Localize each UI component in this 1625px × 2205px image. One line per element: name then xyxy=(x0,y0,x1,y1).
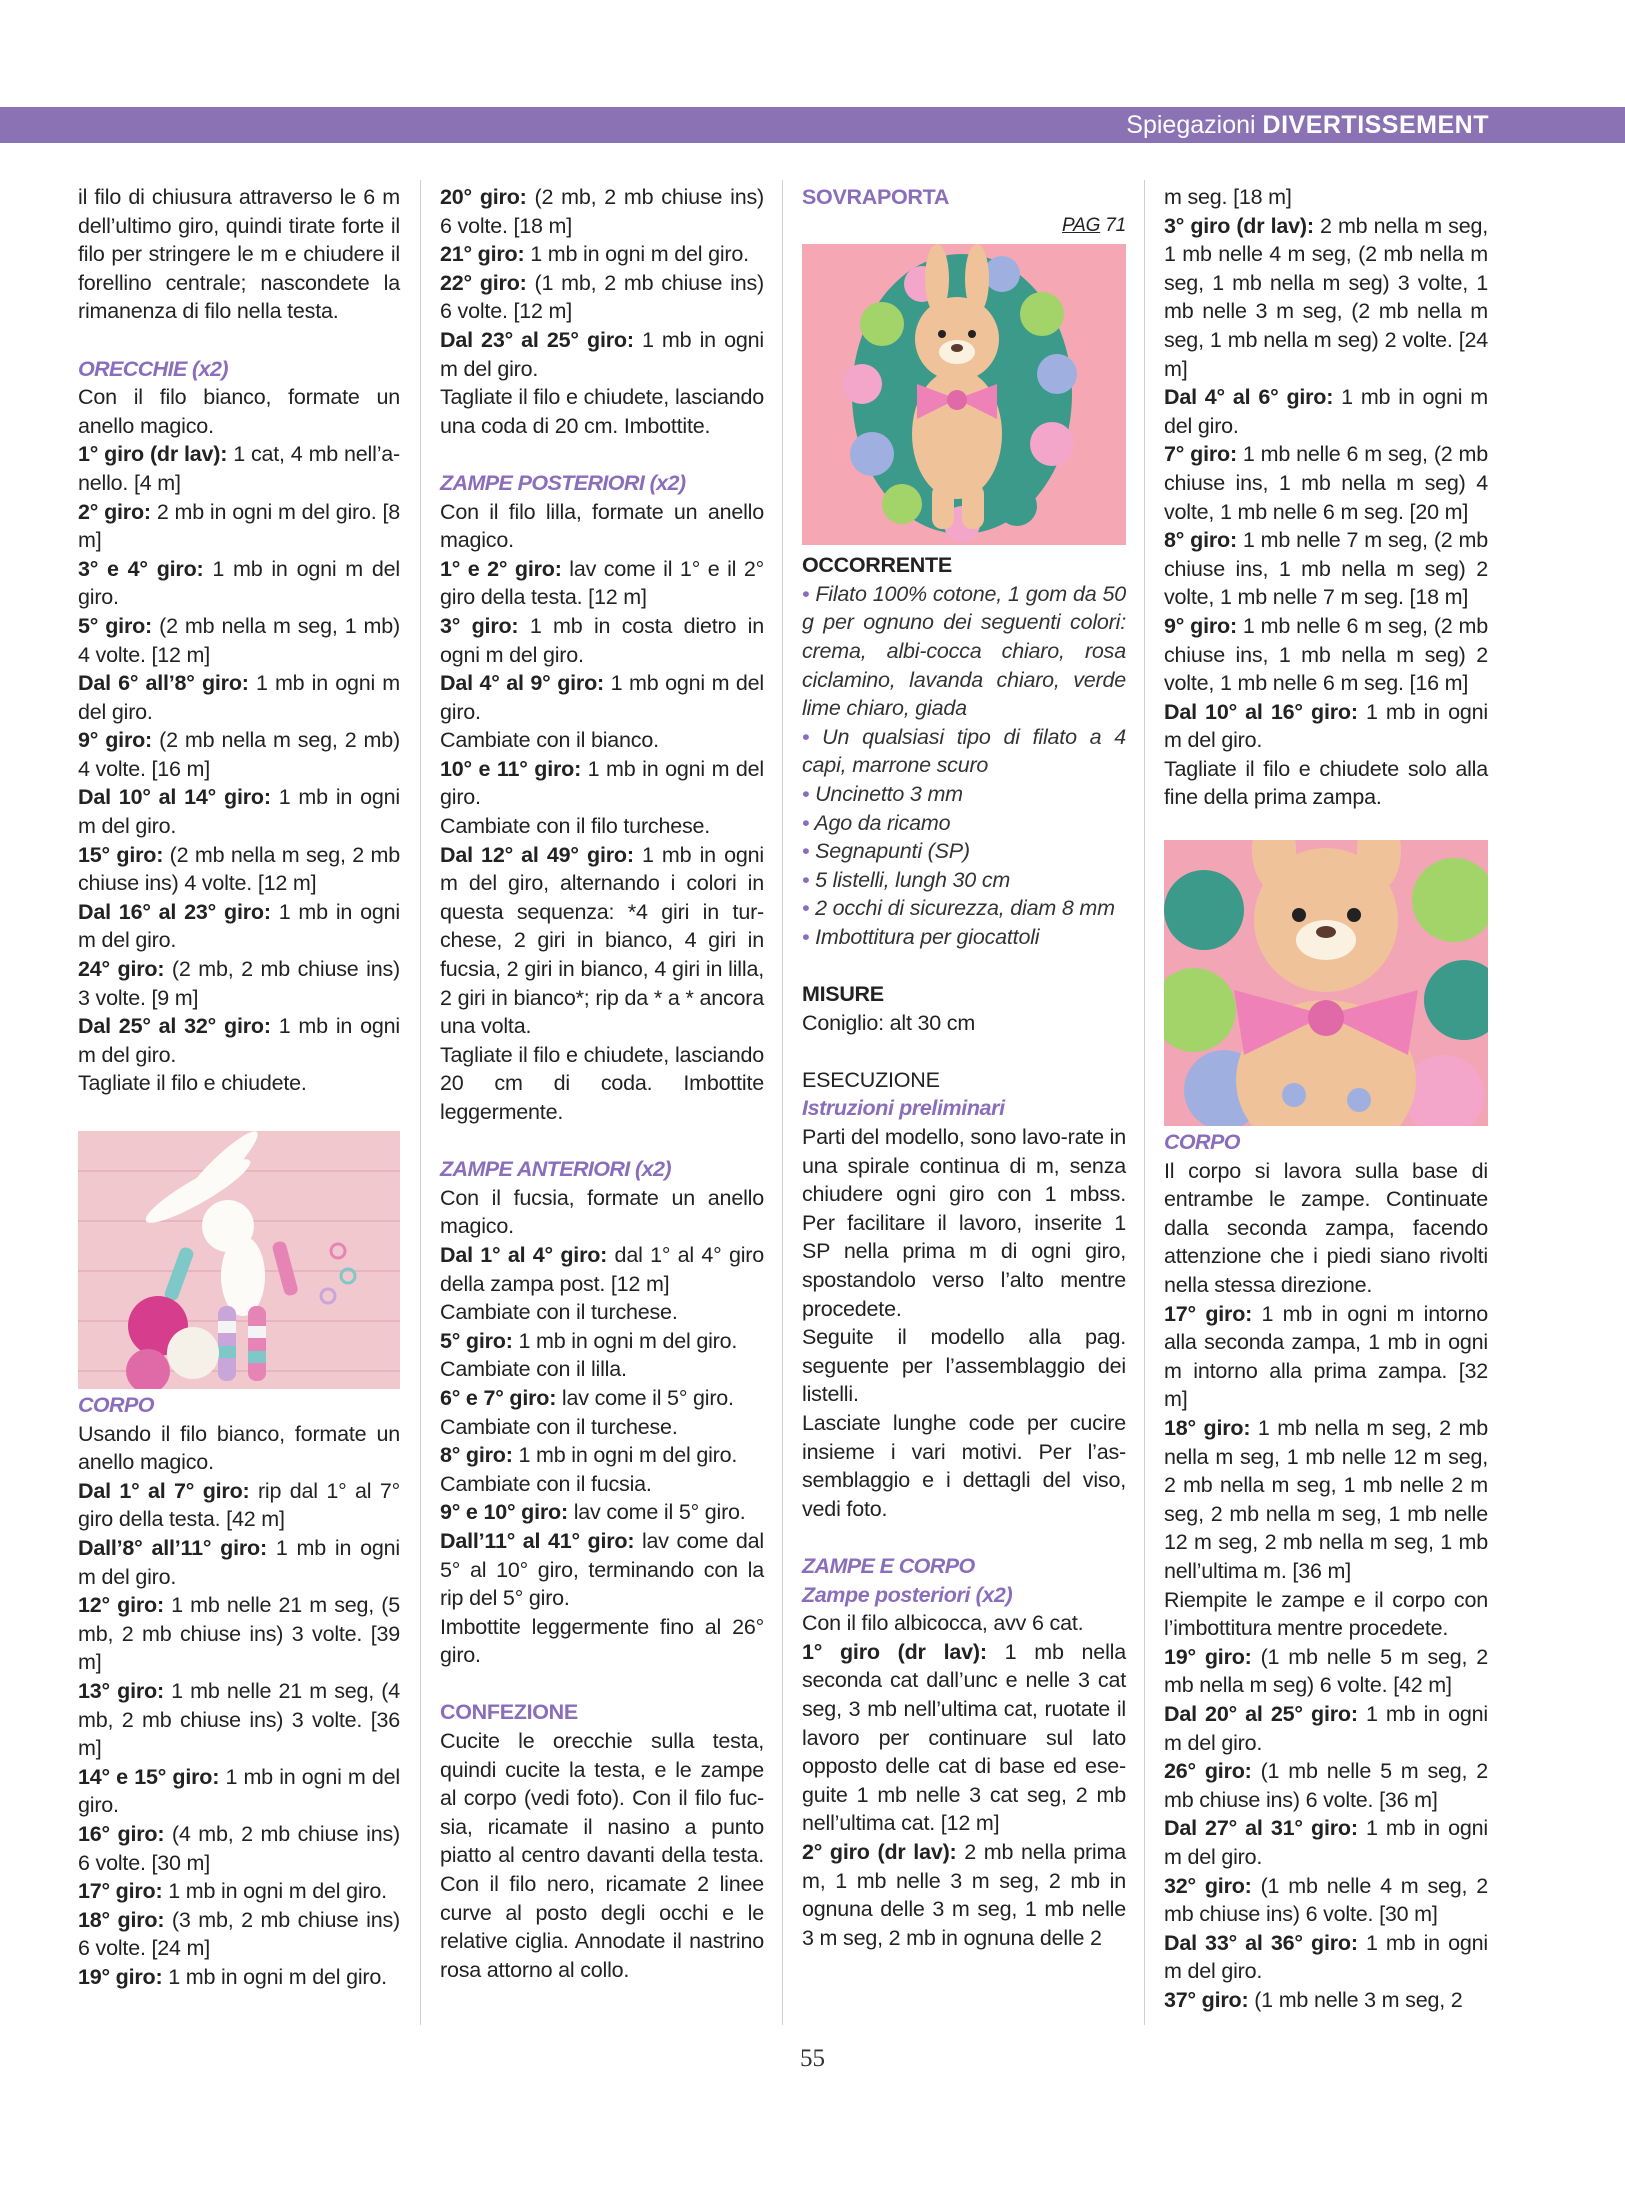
bunny-flat-illustration xyxy=(78,1131,400,1389)
column-4 xyxy=(1164,183,1488,2014)
section-heading: CORPO xyxy=(1164,1130,1240,1155)
header-prefix: Spiegazioni xyxy=(1126,111,1256,139)
instruction-row: 5° giro: 1 mb in ogni m del giro. xyxy=(440,1328,738,1353)
instruction-row: 15° giro: (2 mb nella m seg, 2 mb chiuse ins) 4 volte. [12 m] xyxy=(78,842,400,896)
paragraph: Seguite il modello alla pag. seguente per l’assemblaggio dei listelli. xyxy=(802,1325,1126,1407)
instruction-list xyxy=(1164,1643,1488,2015)
column-divider xyxy=(782,180,783,2025)
paragraph: Cucite le orecchie sulla testa, quindi cucite la testa, e le zampe al corpo (vedi foto). Con il filo fuc-sia, ricamate il nasino a punto piatto al centro davanti della testa. Con il filo nero, ricamate 2 linee curve al posto degli occhi e le relative ciglia. Annodate il nastrino rosa attorno al collo. xyxy=(440,1729,764,1982)
instruction-row: 37° giro: (1 mb nelle 3 m seg, 2 xyxy=(1164,1987,1463,2012)
instruction-row: 13° giro: 1 mb nelle 21 m seg, (4 mb, 2 mb chiuse ins) 3 volte. [36 m] xyxy=(78,1678,401,1761)
column-2 xyxy=(440,183,764,1984)
instruction-row: Dal 27° al 31° giro: 1 mb in ogni m del giro. xyxy=(1164,1816,1488,1869)
instruction-row: Dal 12° al 49° giro: 1 mb in ogni m del giro, alternando i colori in questa sequenza: *4 giri in tur-chese, 2 giri in bianco, 4 giri in fucsia, 2 giri in bianco, 4 giri in lilla, 2 giri in bianco*; rip da * a * ancora una volta. xyxy=(440,842,764,1039)
paragraph-list xyxy=(802,1123,1126,1523)
page-reference: PAG 71 xyxy=(1062,214,1126,236)
paragraph: Con il filo bianco, formate un anello magico. xyxy=(78,385,400,438)
paragraph: Cambiate con il bianco. xyxy=(440,728,659,753)
instruction-row: 16° giro: (4 mb, 2 mb chiuse ins) 6 volte. [30 m] xyxy=(78,1821,401,1875)
instruction-row: Dall’8° all’11° giro: 1 mb in ogni m del giro. xyxy=(78,1535,400,1589)
instruction-row: Cambiate con il lilla. xyxy=(440,1357,627,1382)
section-heading: ZAMPE E CORPO xyxy=(802,1553,975,1578)
instruction-list xyxy=(440,555,764,727)
instruction-row: 9° giro: 1 mb nelle 6 m seg, (2 mb chiuse ins, 1 mb nella m seg) 2 volte, 1 mb nelle 6 m seg. [16 m] xyxy=(1164,613,1488,696)
paragraph: Il corpo si lavora sulla base di entrambe le zampe. Continuate dalla seconda zampa, facendo attenzione che i piedi siano rivolti nella stessa direzione. xyxy=(1164,1158,1488,1298)
instruction-row: Dal 6° all’8° giro: 1 mb in ogni m del giro. xyxy=(78,671,400,724)
list-item: • Un qualsiasi tipo di filato a 4 capi, marrone scuro xyxy=(802,724,1126,778)
instruction-row: 3° e 4° giro: 1 mb in ogni m del giro. xyxy=(78,556,400,610)
instruction-row: 8° giro: 1 mb in ogni m del giro. xyxy=(440,1443,738,1468)
bullet-icon: • xyxy=(802,924,816,949)
instruction-list xyxy=(78,440,400,1069)
instruction-row: 18° giro: (3 mb, 2 mb chiuse ins) 6 volte. [24 m] xyxy=(78,1907,401,1961)
instruction-row: Dal 33° al 36° giro: 1 mb in ogni m del giro. xyxy=(1164,1930,1488,1984)
instruction-list xyxy=(802,1638,1126,1953)
instruction-row: 7° giro: 1 mb nelle 6 m seg, (2 mb chiuse ins, 1 mb nella m seg) 4 volte, 1 mb nelle 6 m seg. [20 m] xyxy=(1164,442,1488,524)
section-heading: MISURE xyxy=(802,982,884,1007)
instruction-row: 5° giro: (2 mb nella m seg, 1 mb) 4 volte. [12 m] xyxy=(78,613,400,667)
instruction-row: 20° giro: (2 mb, 2 mb chiuse ins) 6 volte. [18 m] xyxy=(440,185,764,238)
instruction-row: 26° giro: (1 mb nelle 5 m seg, 2 mb chiuse ins) 6 volte. [36 m] xyxy=(1164,1759,1488,1812)
instruction-row: 9° e 10° giro: lav come il 5° giro. xyxy=(440,1500,746,1525)
instruction-row: 19° giro: (1 mb nelle 5 m seg, 2 mb nella m seg) 6 volte. [42 m] xyxy=(1164,1644,1488,1698)
list-item: • Ago da ricamo xyxy=(802,810,951,835)
bunny-closeup-illustration xyxy=(1164,840,1488,1126)
photo-bunny-flat xyxy=(78,1131,400,1389)
instruction-row: Dal 20° al 25° giro: 1 mb in ogni m del giro. xyxy=(1164,1701,1488,1755)
instruction-row: 2° giro (dr lav): 2 mb nella prima m, 1 mb nelle 3 m seg, 2 mb in ognuna delle 3 m seg, 1 mb nelle 3 m seg, 2 mb in ognuna delle 2 xyxy=(802,1839,1126,1950)
section-heading: SOVRAPORTA xyxy=(802,185,950,209)
column-3 xyxy=(802,183,1126,1952)
instruction-row: 17° giro: 1 mb in ogni m del giro. xyxy=(78,1879,387,1904)
instruction-row: 8° giro: 1 mb nelle 7 m seg, (2 mb chiuse ins, 1 mb nella m seg) 2 volte, 1 mb nelle 7 m seg. [18 m] xyxy=(1164,528,1488,610)
instruction-row: 10° e 11° giro: 1 mb in ogni m del giro. xyxy=(440,756,764,810)
photo-bunny-wreath xyxy=(802,244,1126,545)
instruction-row: 14° e 15° giro: 1 mb in ogni m del giro. xyxy=(78,1764,400,1818)
instruction-row: 21° giro: 1 mb in ogni m del giro. xyxy=(440,242,749,267)
bunny-wreath-illustration xyxy=(802,244,1126,545)
paragraph: Riempite le zampe e il corpo con l’imbottitura mentre procedete. xyxy=(1164,1587,1488,1641)
instruction-row: Dall’11° al 41° giro: lav come dal 5° al 10° giro, terminando con la rip del 5° giro. xyxy=(440,1528,764,1611)
instruction-row: 3° giro (dr lav): 2 mb nella m seg, 1 mb nelle 4 m seg, (2 mb nella m seg, 1 mb nella m seg) 3 volte, 1 mb nelle 3 m seg, (2 mb nella m seg, 1 mb nella m seg) 2 volte. [24 m] xyxy=(1164,213,1488,381)
instruction-row: Dal 4° al 9° giro: 1 mb ogni m del giro. xyxy=(440,671,764,724)
paragraph: m seg. [18 m] xyxy=(1164,185,1292,209)
sub-heading: Zampe posteriori (x2) xyxy=(802,1582,1013,1607)
instruction-row: Dal 10° al 14° giro: 1 mb in ogni m del giro. xyxy=(78,785,400,839)
list-item: • Filato 100% cotone, 1 gom da 50 g per ognuno dei seguenti colori: crema, albi-cocca chiaro, rosa ciclamino, lavanda chiaro, verde lime chiaro, giada xyxy=(802,581,1126,721)
list-item: • Segnapunti (SP) xyxy=(802,839,970,864)
paragraph: Imbottite leggermente fino al 26° giro. xyxy=(440,1614,764,1668)
section-heading: ZAMPE POSTERIORI (x2) xyxy=(440,470,686,495)
paragraph: Cambiate con il filo turchese. xyxy=(440,814,711,839)
instruction-row: 2° giro: 2 mb in ogni m del giro. [8 m] xyxy=(78,499,400,553)
instruction-row: Dal 1° al 7° giro: rip dal 1° al 7° giro della testa. [42 m] xyxy=(78,1478,400,1532)
section-heading: ORECCHIE (x2) xyxy=(78,356,228,381)
paragraph: Tagliate il filo e chiudete, lasciando 20 cm di coda. Imbottite leggermente. xyxy=(440,1042,764,1124)
bullet-icon: • xyxy=(802,810,815,835)
bullet-icon: • xyxy=(802,724,823,749)
instruction-row: 17° giro: 1 mb in ogni m intorno alla seconda zampa, 1 mb in ogni m intorno alla prima zampa. [32 m] xyxy=(1164,1301,1488,1412)
paragraph: Tagliate il filo e chiudete solo alla fine della prima zampa. xyxy=(1164,756,1488,810)
paragraph: Lasciate lunghe code per cucire insieme i vari motivi. Per l’as-semblaggio e i dettagli del viso, vedi foto. xyxy=(802,1411,1126,1521)
bullet-icon: • xyxy=(802,581,816,606)
list-item: • Imbottitura per giocattoli xyxy=(802,924,1040,949)
header-title: DIVERTISSEMENT xyxy=(1262,111,1489,139)
instruction-row: 22° giro: (1 mb, 2 mb chiuse ins) 6 volte. [12 m] xyxy=(440,270,764,324)
instruction-row: Dal 10° al 16° giro: 1 mb in ogni m del giro. xyxy=(1164,699,1488,753)
section-heading: CONFEZIONE xyxy=(440,1700,578,1725)
section-heading: ESECUZIONE xyxy=(802,1067,940,1092)
paragraph: Con il filo lilla, formate un anello magico. xyxy=(440,499,764,553)
instruction-row: Dal 23° al 25° giro: 1 mb in ogni m del giro. xyxy=(440,327,764,381)
instruction-row: 1° giro (dr lav): 1 mb nella seconda cat dall’unc e nelle 3 cat seg, 3 mb nell’ultima cat, ruotate il lavoro per continuare sul lato opposto delle cat di base ed ese-guite 1 mb nelle 3 cat seg, 2 mb nell’ultima cat. [12 m] xyxy=(802,1639,1126,1836)
instruction-list xyxy=(1164,212,1488,755)
instruction-row: 3° giro: 1 mb in costa dietro in ogni m del giro. xyxy=(440,613,764,667)
instruction-list xyxy=(78,1477,400,1992)
section-heading: OCCORRENTE xyxy=(802,553,952,578)
instruction-list xyxy=(440,1241,764,1613)
instruction-row: 1° e 2° giro: lav come il 1° e il 2° giro della testa. [12 m] xyxy=(440,556,764,610)
list-item: • 2 occhi di sicurezza, diam 8 mm xyxy=(802,896,1115,921)
instruction-row: Cambiate con il turchese. xyxy=(440,1300,678,1325)
instruction-list xyxy=(1164,1300,1488,1586)
paragraph: Tagliate il filo e chiudete. xyxy=(78,1071,307,1096)
bullet-icon: • xyxy=(802,896,816,921)
instruction-row: 6° e 7° giro: lav come il 5° giro. xyxy=(440,1385,734,1410)
instruction-row: Dal 16° al 23° giro: 1 mb in ogni m del giro. xyxy=(78,899,400,953)
paragraph: Con il filo albicocca, avv 6 cat. xyxy=(802,1611,1084,1636)
instruction-row: 32° giro: (1 mb nelle 4 m seg, 2 mb chiuse ins) 6 volte. [30 m] xyxy=(1164,1873,1488,1927)
instruction-list xyxy=(440,183,764,383)
instruction-row: Dal 4° al 6° giro: 1 mb in ogni m del giro. xyxy=(1164,385,1489,438)
paragraph: Usando il filo bianco, formate un anello magico. xyxy=(78,1421,400,1475)
paragraph: Con il fucsia, formate un anello magico. xyxy=(440,1185,764,1239)
instruction-row: 19° giro: 1 mb in ogni m del giro. xyxy=(78,1964,387,1989)
column-divider xyxy=(1144,180,1145,2025)
list-item: • 5 listelli, lungh 30 cm xyxy=(802,867,1011,892)
running-header xyxy=(1126,111,1489,139)
bullet-icon: • xyxy=(802,781,816,806)
instruction-row: 9° giro: (2 mb nella m seg, 2 mb) 4 volte. [16 m] xyxy=(78,728,400,781)
instruction-row: Dal 1° al 4° giro: dal 1° al 4° giro della zampa post. [12 m] xyxy=(440,1242,765,1296)
section-heading: CORPO xyxy=(78,1393,154,1417)
materials-list xyxy=(802,580,1126,952)
bullet-icon: • xyxy=(802,839,816,864)
column-divider xyxy=(420,180,421,2025)
list-item: • Uncinetto 3 mm xyxy=(802,781,963,806)
bullet-icon: • xyxy=(802,867,816,892)
instruction-row: Cambiate con il turchese. xyxy=(440,1414,678,1439)
instruction-row: 24° giro: (2 mb, 2 mb chiuse ins) 3 volte. [9 m] xyxy=(78,957,401,1010)
photo-bunny-closeup xyxy=(1164,840,1488,1126)
sub-heading: Istruzioni preliminari xyxy=(802,1096,1005,1121)
instruction-row: Cambiate con il fucsia. xyxy=(440,1471,652,1496)
paragraph: Parti del modello, sono lavo-rate in una spirale continua di m, senza chiudere ogni giro con 1 mbss. Per facilitare il lavoro, inserite 1 SP nella prima m di ogni giro, spostandolo verso l’alto mentre procedete. xyxy=(802,1125,1126,1321)
paragraph: Tagliate il filo e chiudete, lasciando una coda di 20 cm. Imbottite. xyxy=(440,385,764,438)
column-1 xyxy=(78,183,400,1991)
instruction-row: Dal 25° al 32° giro: 1 mb in ogni m del giro. xyxy=(78,1014,400,1067)
page-number: 55 xyxy=(800,2045,825,2072)
paragraph: il filo di chiusura attraverso le 6 m dell’ultimo giro, quindi tirate forte il filo per stringere le m e chiudere il forellino centrale; nascondete la rimanenza di filo nella testa. xyxy=(78,185,400,324)
instruction-row: 18° giro: 1 mb nella m seg, 2 mb nella m seg, 1 mb nelle 12 m seg, 2 mb nella m seg, 1 mb nelle 2 m seg, 2 mb nella m seg, 1 mb nelle 12 m seg, 2 mb nella m seg, 1 mb nell’ultima m. [36 m] xyxy=(1164,1416,1488,1583)
instruction-row: 1° giro (dr lav): 1 cat, 4 mb nell’a-nello. [4 m] xyxy=(78,442,400,495)
paragraph: Coniglio: alt 30 cm xyxy=(802,1010,976,1035)
section-heading: ZAMPE ANTERIORI (x2) xyxy=(440,1157,671,1182)
instruction-row: 12° giro: 1 mb nelle 21 m seg, (5 mb, 2 mb chiuse ins) 3 volte. [39 m] xyxy=(78,1593,401,1675)
